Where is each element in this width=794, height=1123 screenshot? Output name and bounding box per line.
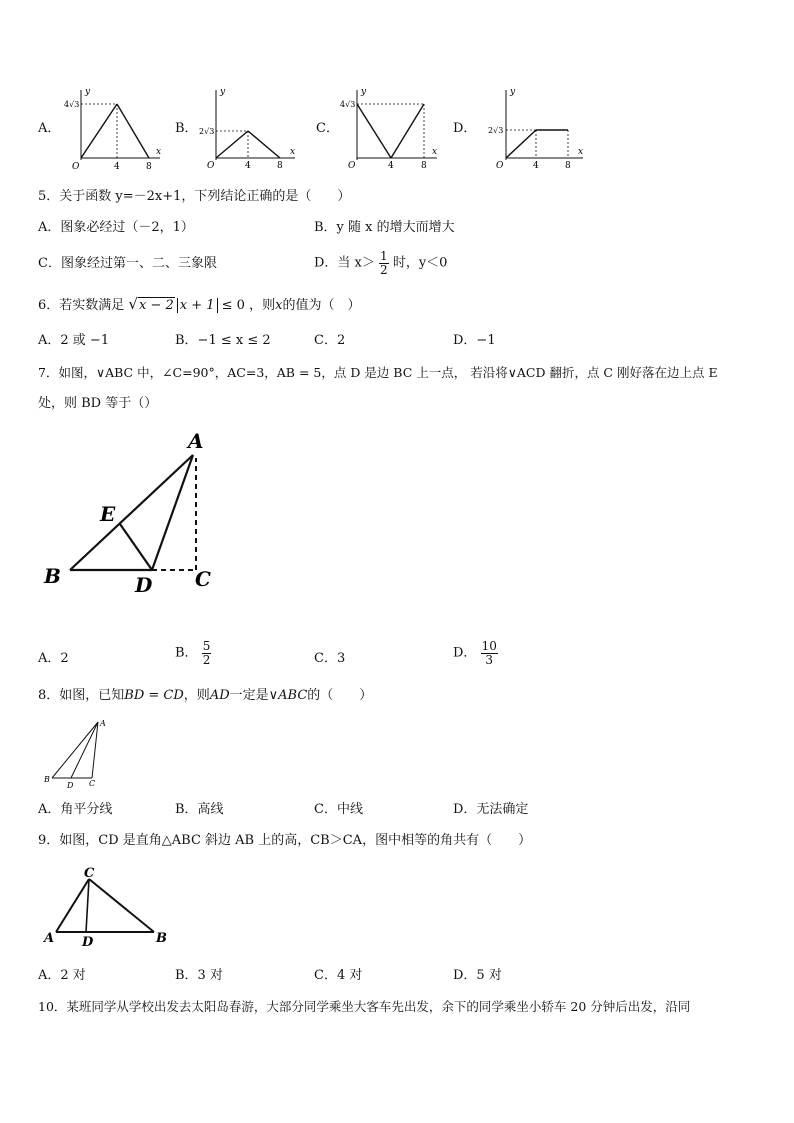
- q4c-x-tick-4: 4: [388, 161, 394, 171]
- q4b-x-tick-8: 8: [277, 161, 283, 171]
- q8-label-c: C: [89, 779, 96, 788]
- q4b-origin: O: [207, 161, 215, 171]
- q4a-y-tick: 4√3: [64, 100, 80, 109]
- q9-label-a: A: [44, 931, 55, 946]
- q7-option-c: C．3: [314, 651, 346, 666]
- q5-option-c: C．图象经过第一、二、三象限: [38, 256, 217, 271]
- q7-label-c: C: [195, 567, 211, 591]
- q8-option-b: B．高线: [175, 802, 224, 817]
- q4d-x-tick-8: 8: [565, 161, 571, 171]
- q8-label-a: A: [100, 719, 106, 728]
- q7-stem-line2: 处，则 BD 等于（）: [38, 396, 158, 411]
- q4-graph-a: [64, 87, 165, 172]
- q7-option-b-fraction: [202, 640, 212, 666]
- q5-d-numerator: 1: [380, 249, 388, 263]
- q7-label-b: B: [44, 564, 61, 588]
- q5-option-d-pre: D．当 x＞: [314, 255, 375, 271]
- q4-option-c-label: C．: [316, 121, 339, 136]
- q7-option-a: A．2: [38, 651, 69, 666]
- q8-stem-eq: BD = CD: [124, 688, 184, 703]
- q5-stem: 5．关于函数 y=－2x+1，下列结论正确的是（ ）: [38, 189, 351, 204]
- q4a-y-axis-label: y: [85, 87, 91, 97]
- q5-option-a: A．图象必经过（－2，1）: [38, 220, 194, 235]
- q5-option-d-post: 时，y＜0: [392, 255, 448, 271]
- q5-d-denominator: 2: [380, 262, 388, 277]
- q4c-x-tick-8: 8: [421, 161, 427, 171]
- q5-option-d: [314, 250, 447, 276]
- q4b-y-tick: 2√3: [199, 127, 215, 136]
- q4c-x-axis-label: x: [432, 147, 438, 157]
- q7-option-d: [453, 640, 498, 666]
- q8-figure: [40, 718, 120, 793]
- q4a-origin: O: [72, 162, 80, 172]
- q4-graph-b: [198, 87, 298, 171]
- q4b-x-tick-4: 4: [245, 161, 251, 171]
- q4-option-b-label: B．: [175, 121, 198, 136]
- q8-label-d: D: [67, 781, 74, 790]
- q8-stem-end: 的（ ）: [307, 688, 373, 703]
- q7-label-a: A: [188, 429, 204, 453]
- q6-stem-end: 的值为（ ）: [282, 298, 361, 313]
- q6-stem: [38, 297, 360, 312]
- q8-label-b: B: [44, 775, 50, 784]
- q4d-x-tick-4: 4: [533, 161, 539, 171]
- q4b-y-axis-label: y: [220, 87, 226, 97]
- q6-option-c: C．2: [314, 333, 346, 348]
- q8-option-d: D．无法确定: [453, 802, 529, 817]
- q8-stem-triangle: ∨ABC: [268, 688, 308, 703]
- q9-label-b: B: [156, 931, 167, 946]
- q9-option-d: D．5 对: [453, 968, 502, 983]
- q4c-origin: O: [348, 161, 356, 171]
- q6-option-d: D．−1: [453, 333, 496, 348]
- q7-option-d-fraction: [481, 640, 498, 666]
- q7-d-numerator: 10: [481, 639, 497, 653]
- q6-abs-value: x + 1: [177, 298, 218, 313]
- q8-stem-ad: AD: [209, 688, 230, 703]
- q4a-x-axis-label: x: [156, 147, 162, 157]
- q7-label-e: E: [100, 502, 116, 526]
- q8-option-c: C．中线: [314, 802, 363, 817]
- q4a-x-tick-4: 4: [114, 162, 120, 172]
- q4d-origin: O: [496, 161, 504, 171]
- q6-variable: x: [275, 298, 283, 313]
- q9-stem: 9．如图，CD 是直角△ABC 斜边 AB 上的高，CB＞CA，图中相等的角共有（ ）: [38, 833, 532, 848]
- q6-option-a: A．2 或 −1: [38, 333, 110, 348]
- q7-b-numerator: 5: [202, 639, 211, 653]
- q9-option-b: B．3 对: [175, 968, 223, 983]
- q8-stem: [38, 689, 372, 702]
- q7-option-d-pre: D．: [453, 645, 477, 661]
- q4d-y-tick: 2√3: [488, 126, 504, 135]
- q9-figure: [42, 866, 182, 950]
- q8-stem-mid2: 一定是: [229, 688, 269, 703]
- q7-label-d: D: [135, 573, 153, 597]
- q9-option-c: C．4 对: [314, 968, 363, 983]
- q8-option-a: A．角平分线: [38, 802, 113, 817]
- q7-option-b-pre: B．: [175, 645, 198, 661]
- q4c-y-tick: 4√3: [340, 100, 356, 109]
- q4-option-d-label: D．: [453, 121, 477, 136]
- q6-stem-post: ，则: [249, 298, 276, 313]
- q9-option-a: A．2 对: [38, 968, 86, 983]
- q6-expression: √x − 2 x + 1 ≤ 0: [128, 295, 245, 313]
- q6-stem-pre: 6．若实数满足: [38, 298, 125, 313]
- q9-label-c: C: [84, 866, 95, 881]
- q4b-x-axis-label: x: [290, 147, 296, 157]
- q7-stem-line1: 7．如图，∨ABC 中，∠C=90°，AC=3，AB = 5，点 D 是边 BC 上一点， 若沿将∨ACD 翻折，点 C 刚好落在边上点 E: [38, 365, 718, 380]
- q4-graph-d: [488, 87, 588, 171]
- q5-option-b: B．y 随 x 的增大而增大: [314, 220, 455, 235]
- q7-b-denominator: 2: [202, 652, 211, 667]
- q4c-y-axis-label: y: [361, 87, 367, 97]
- q4a-x-tick-8: 8: [146, 162, 152, 172]
- q8-stem-mid: ，则: [183, 688, 210, 703]
- q7-d-denominator: 3: [485, 652, 494, 667]
- q6-option-b: B．−1 ≤ x ≤ 2: [175, 333, 271, 348]
- q4d-y-axis-label: y: [510, 87, 516, 97]
- q4d-x-axis-label: x: [578, 147, 584, 157]
- q5-option-d-fraction: [379, 250, 389, 276]
- q4-option-a-label: A．: [38, 121, 61, 136]
- q7-figure: [40, 428, 240, 598]
- q4-graph-c: [340, 87, 442, 171]
- q6-sqrt-radicand: x − 2: [138, 298, 174, 313]
- q7-option-b: [175, 640, 211, 666]
- q10-stem: 10．某班同学从学校出发去太阳岛春游，大部分同学乘坐大客车先出发，余下的同学乘坐小轿车 20 分钟后出发，沿同: [38, 999, 691, 1014]
- q6-relation: ≤ 0: [221, 298, 245, 313]
- q8-stem-pre: 8．如图，已知: [38, 688, 125, 703]
- q9-label-d: D: [82, 935, 94, 950]
